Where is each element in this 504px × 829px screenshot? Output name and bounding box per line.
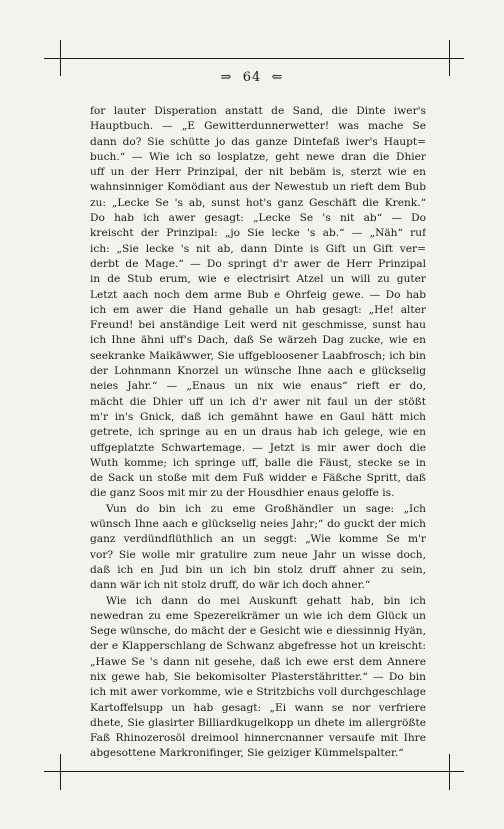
ornament-left-icon: ⇒ xyxy=(220,70,233,85)
body-text xyxy=(90,104,426,762)
text-line: dhete, Sie glasirter Billiardkugelkopp un dhete im allergrößte xyxy=(90,716,426,729)
page-header xyxy=(0,70,504,85)
text-line: die ganz Soos mit mir zu der Housdhier enaus geloffe is. xyxy=(90,487,395,500)
text-line: zu: „Lecke Se 's ab, sunst hot's ganz Geschäft die Krenk.“ xyxy=(90,196,426,209)
text-line: der Lohnmann Knorzel un wünsche Ihne aach e glückselig xyxy=(90,365,426,378)
text-line: Do hab ich awer gesagt: „Lecke Se 's nit ab“ — Do xyxy=(90,212,426,225)
text-line: Hauptbuch. — „E Gewitterdunnerwetter! was mache Se xyxy=(90,120,426,133)
text-line: getrete, ich springe au en un draus hab ich gelege, wie en xyxy=(90,426,426,439)
text-line: ich Ihne ähni uff's Dach, daß Se wärzeh Dag zucke, wie en xyxy=(90,334,426,347)
text-line: nix gewe hab, Sie bekomisolter Plasterstähritter.“ — Do bin xyxy=(90,670,426,683)
left-rule-bottom xyxy=(60,754,61,790)
text-line: derbt de Mage.“ — Do springt d'r awer de Herr Prinzipal xyxy=(90,257,426,270)
text-line: wünsch Ihne aach e glückselig neies Jahr;“ do guckt der mich xyxy=(90,518,426,531)
text-line: ganz verdündflüthlich an un seggt: „Wie komme Se m'r xyxy=(90,533,426,546)
ornament-right-icon: ⇐ xyxy=(271,70,284,85)
text-line: wahnsinniger Komödiant aus der Newestub un rieft dem Bub xyxy=(90,181,426,194)
text-line: Sege wünsche, do mächt der e Gesicht wie e diessinnig Hyän, xyxy=(90,625,426,638)
text-line: Vun do bin ich zu eme Großhändler un sage: „Ich xyxy=(106,502,426,515)
text-line: dann wär ich nit stolz druff, do wär ich doch ahner.“ xyxy=(90,579,371,592)
text-line: Letzt aach noch dem arme Bub e Ohrfeig gewe. — Do hab xyxy=(90,288,426,301)
text-line: uffgeplatzte Schwartemage. — Jetzt is mir awer doch die xyxy=(90,441,426,454)
text-line: buch.“ — Wie ich so losplatze, geht newe dran die Dhier xyxy=(90,150,426,163)
text-line: seekranke Maikäwwer, Sie uffgebloosener Laabfrosch; ich bin xyxy=(90,349,426,362)
text-line: abgesottene Markronifinger, Sie geiziger Kümmelspalter.“ xyxy=(90,747,404,760)
text-line: vor? Sie wolle mir gratulire zum neue Jahr un wisse doch, xyxy=(90,548,426,561)
text-line: „Hawe Se 's dann nit gesehe, daß ich ewe erst dem Annere xyxy=(90,655,426,668)
text-line: der e Klapperschlang de Schwanz abgefresse hot un kreischt: xyxy=(90,640,426,653)
text-line: ich em awer die Hand gehalle un hab gesagt: „He! alter xyxy=(90,303,426,316)
text-line: for lauter Disperation anstatt de Sand, die Dinte iwer's xyxy=(90,105,426,117)
right-rule-bottom xyxy=(449,754,450,790)
text-line: Kartoffelsupp un hab gesagt: „Ei wann se nor verfriere xyxy=(90,701,426,714)
text-line: neies Jahr.“ — „Enaus un nix wie enaus“ rieft er do, xyxy=(90,380,426,393)
text-line: ich mit awer vorkomme, wie e Stritzbichs voll durchgeschlage xyxy=(90,686,426,699)
text-line: daß ich en Jud bin un ich bin stolz druff ahner zu sein, xyxy=(90,563,426,576)
text-line: dann do? Sie schütte jo das ganze Dintefaß iwer's Haupt= xyxy=(90,135,426,148)
text-line: uff un der Herr Prinzipal, der nit bebäm is, sterzt wie en xyxy=(90,166,426,179)
text-line: in de Stub erum, wie e electrisirt Atzel un will zu guter xyxy=(90,273,426,286)
text-line: mächt die Dhier uff un ich d'r awer nit faul un der stößt xyxy=(90,395,426,408)
text-line: Faß Rhinozerosöl dreimool hinnercnanner versaufe mit Ihre xyxy=(90,732,426,745)
page-number: 64 xyxy=(242,70,262,85)
text-line: ich: „Sie lecke 's nit ab, dann Dinte is Gift un Gift ver= xyxy=(90,242,426,255)
bottom-rule xyxy=(44,771,464,772)
text-line: Wuth komme; ich springe uff, balle die Fäust, stecke se in xyxy=(90,456,426,469)
text-line: de Sack un stoße mit dem Fuß widder e Fäßche Spritt, daß xyxy=(90,472,426,485)
text-line: Wie ich dann do mei Auskunft gehatt hab, bin ich xyxy=(106,594,426,607)
text-line: Freund! bei anständige Leit werd nit geschmisse, sunst hau xyxy=(90,319,426,332)
top-rule xyxy=(44,58,464,59)
text-line: kreischt der Prinzipal: „jo Sie lecke 's ab.“ — „Näh“ ruf xyxy=(90,227,426,240)
text-line: newedran zu eme Spezereikrämer un wie ich dem Glück un xyxy=(90,609,426,622)
text-line: m'r in's Gnick, daß ich gemähnt hawe en Gaul hätt mich xyxy=(90,410,426,423)
